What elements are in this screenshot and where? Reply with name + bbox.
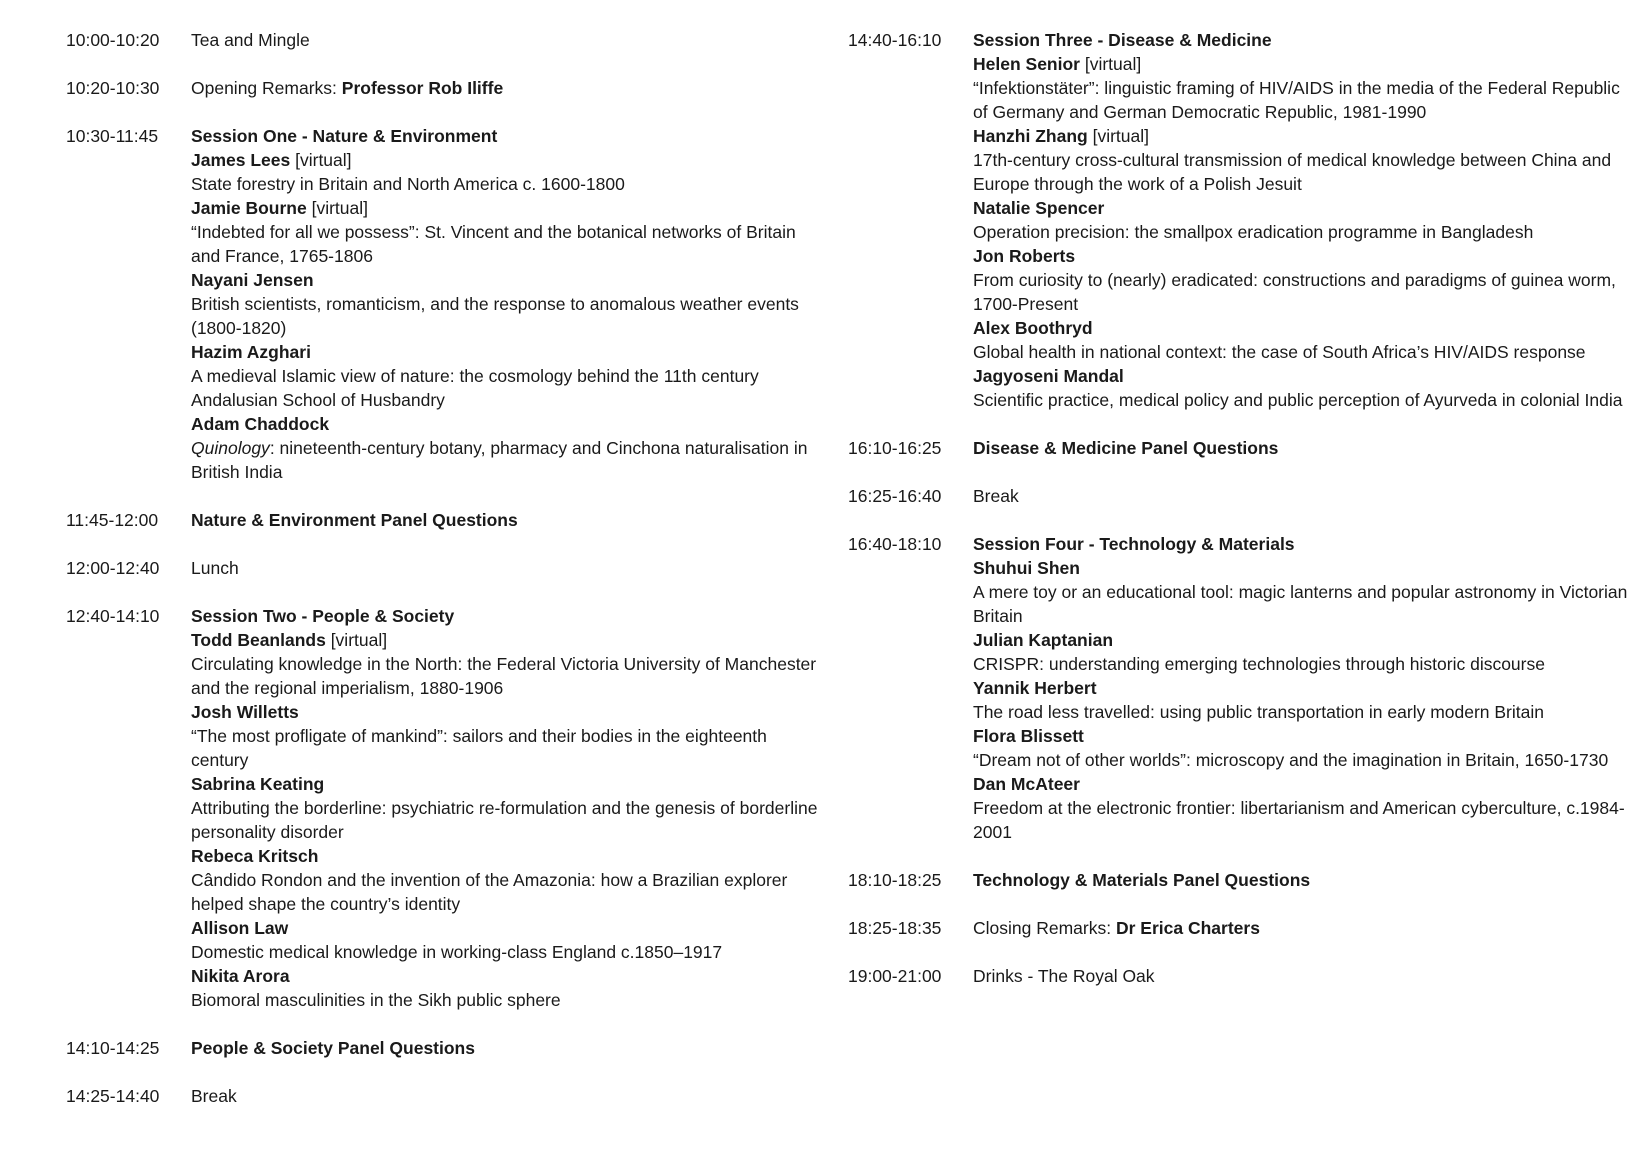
time-slot: 12:00-12:40 [66,558,160,578]
talk-title-text: State forestry in Britain and North America c. 1600-1800 [191,174,625,194]
entry-title [973,868,1638,892]
speaker-name: Flora Blissett [973,726,1084,746]
talk-title-text: Attributing the borderline: psychiatric re-formulation and the genesis of borderline personality disorder [191,798,818,842]
virtual-tag: [virtual] [290,150,352,170]
talk-title-text: From curiosity to (nearly) eradicated: constructions and paradigms of guinea worm, 1700-Present [973,270,1616,314]
speaker-name: Shuhui Shen [973,558,1080,578]
entry-title-text: Opening Remarks: [191,78,342,98]
entry-title-bold: Technology & Materials Panel Questions [973,870,1311,890]
entry-title-bold: Session Four - Technology & Materials [973,534,1295,554]
speaker-line [191,772,826,796]
speaker-line [973,196,1638,220]
entry-title [973,916,1638,940]
talk-title [191,292,826,340]
entry-content [191,28,826,52]
entry-title [191,508,826,532]
entry-content [973,964,1638,988]
talk-title-text: “The most profligate of mankind”: sailors and their bodies in the eighteenth century [191,726,767,770]
speaker-line [973,364,1638,388]
speaker-line [191,628,826,652]
time-slot: 18:25-18:35 [848,918,942,938]
entry-title [973,964,1638,988]
speaker-name: Todd Beanlands [191,630,326,650]
time-slot: 16:25-16:40 [848,486,942,506]
schedule-entry [66,28,826,52]
entry-content [191,76,826,100]
entry-title [973,436,1638,460]
entry-content [191,1036,826,1060]
speaker-name: Nayani Jensen [191,270,314,290]
talk-title-text: “Indebted for all we possess”: St. Vincent and the botanical networks of Britain and France, 1765-1806 [191,222,796,266]
speaker-line [191,340,826,364]
speaker-line [973,724,1638,748]
entry-title [191,124,826,148]
talk-title-text: “Dream not of other worlds”: microscopy and the imagination in Britain, 1650-1730 [973,750,1609,770]
time-slot: 12:40-14:10 [66,606,160,626]
schedule-entry [66,1084,826,1108]
entry-title-bold: Session Three - Disease & Medicine [973,30,1272,50]
talk-title [973,652,1638,676]
time-slot: 10:00-10:20 [66,30,160,50]
talk-title-italic: Quinology [191,438,270,458]
entry-title [191,76,826,100]
schedule-entry [66,1036,826,1060]
schedule-entry [66,604,826,1012]
schedule-column-right [848,28,1638,1012]
talk-title-text: British scientists, romanticism, and the response to anomalous weather events (1800-1820) [191,294,799,338]
entry-content [191,604,826,1012]
speaker-line [191,148,826,172]
speaker-line [191,916,826,940]
entry-content [191,1084,826,1108]
talk-title-text: Circulating knowledge in the North: the Federal Victoria University of Manchester and the regional imperialism, 1880-1906 [191,654,817,698]
entry-title [191,1036,826,1060]
talk-title-text: : nineteenth-century botany, pharmacy and Cinchona naturalisation in British India [191,438,808,482]
talk-title-text: Global health in national context: the case of South Africa’s HIV/AIDS response [973,342,1586,362]
talk-title [191,868,826,916]
entry-title-text: Closing Remarks: [973,918,1116,938]
entry-content [191,508,826,532]
talk-title [191,988,826,1012]
entry-title-bold: Nature & Environment Panel Questions [191,510,518,530]
entry-title-bold: People & Society Panel Questions [191,1038,475,1058]
entry-title-bold: Dr Erica Charters [1115,918,1260,938]
talk-title [973,388,1638,412]
speaker-name: Julian Kaptanian [973,630,1114,650]
entry-title-bold: Professor Rob Iliffe [341,78,504,98]
schedule-entry [66,124,826,484]
schedule-entry [848,436,1638,460]
talk-title-text: The road less travelled: using public transportation in early modern Britain [973,702,1544,722]
schedule-entry [66,508,826,532]
entry-content [973,436,1638,460]
speaker-name: Adam Chaddock [191,414,330,434]
speaker-name: Natalie Spencer [973,198,1105,218]
entry-title-text: Lunch [191,558,239,578]
talk-title-text: CRISPR: understanding emerging technologies through historic discourse [973,654,1545,674]
talk-title [191,220,826,268]
talk-title [973,148,1638,196]
speaker-name: Hazim Azghari [191,342,311,362]
entry-title [191,28,826,52]
talk-title-text: 17th-century cross-cultural transmission of medical knowledge between China and Europe through the work of a Polish Jesuit [973,150,1612,194]
speaker-line [191,412,826,436]
speaker-name: Allison Law [191,918,289,938]
time-slot: 16:40-18:10 [848,534,942,554]
virtual-tag: [virtual] [325,630,388,650]
speaker-line [973,52,1638,76]
talk-title [973,220,1638,244]
talk-title [191,796,826,844]
speaker-line [191,268,826,292]
talk-title [191,724,826,772]
virtual-tag: [virtual] [306,198,369,218]
entry-title [973,484,1638,508]
speaker-line [973,556,1638,580]
speaker-name: James Lees [191,150,291,170]
entry-title-text: Break [973,486,1019,506]
talk-title-text: Operation precision: the smallpox eradication programme in Bangladesh [973,222,1534,242]
talk-title [973,796,1638,844]
talk-title-text: A medieval Islamic view of nature: the cosmology behind the 11th century Andalusian School of Husbandry [191,366,759,410]
speaker-name: Josh Willetts [191,702,299,722]
entry-content [191,124,826,484]
entry-content [973,916,1638,940]
entry-title-bold: Session Two - People & Society [191,606,455,626]
entry-title-bold: Disease & Medicine Panel Questions [973,438,1279,458]
schedule-entry [66,76,826,100]
talk-title-text: A mere toy or an educational tool: magic lanterns and popular astronomy in Victorian Britain [973,582,1628,626]
time-slot: 11:45-12:00 [66,510,159,530]
talk-title-text: Freedom at the electronic frontier: libertarianism and American cyberculture, c.1984-2001 [973,798,1625,842]
speaker-line [973,676,1638,700]
entry-title [191,1084,826,1108]
talk-title [191,364,826,412]
talk-title [191,172,826,196]
speaker-line [191,964,826,988]
speaker-line [191,196,826,220]
talk-title [973,340,1638,364]
entry-title-text: Break [191,1086,237,1106]
entry-title [191,556,826,580]
schedule-entry [848,532,1638,844]
time-slot: 19:00-21:00 [848,966,942,986]
talk-title [973,268,1638,316]
speaker-name: Yannik Herbert [973,678,1097,698]
entry-content [973,868,1638,892]
schedule-entry [848,28,1638,412]
virtual-tag: [virtual] [1079,54,1142,74]
time-slot: 14:25-14:40 [66,1086,160,1106]
entry-title-bold: Session One - Nature & Environment [191,126,498,146]
entry-content [191,556,826,580]
speaker-line [973,124,1638,148]
schedule-entry [848,484,1638,508]
schedule-entry [66,556,826,580]
talk-title [191,940,826,964]
speaker-name: Jon Roberts [973,246,1076,266]
schedule-column-left [66,28,826,1132]
talk-title [973,76,1638,124]
speaker-line [191,844,826,868]
time-slot: 14:40-16:10 [848,30,942,50]
schedule-entry [848,916,1638,940]
speaker-line [973,316,1638,340]
entry-title [973,532,1638,556]
entry-content [973,532,1638,844]
time-slot: 16:10-16:25 [848,438,942,458]
talk-title [973,700,1638,724]
entry-title [191,604,826,628]
schedule-entry [848,868,1638,892]
speaker-name: Dan McAteer [973,774,1080,794]
entry-content [973,28,1638,412]
speaker-line [973,244,1638,268]
talk-title-text: Scientific practice, medical policy and public perception of Ayurveda in colonial India [973,390,1623,410]
talk-title [191,436,826,484]
speaker-line [973,772,1638,796]
speaker-name: Alex Boothryd [973,318,1093,338]
speaker-name: Jamie Bourne [191,198,307,218]
speaker-name: Jagyoseni Mandal [973,366,1124,386]
virtual-tag: [virtual] [1087,126,1149,146]
time-slot: 18:10-18:25 [848,870,942,890]
entry-title-text: Drinks - The Royal Oak [973,966,1155,986]
entry-content [973,484,1638,508]
entry-title-text: Tea and Mingle [191,30,310,50]
speaker-name: Sabrina Keating [191,774,325,794]
talk-title-text: “Infektionstäter”: linguistic framing of HIV/AIDS in the media of the Federal Republic of Germany and German Democratic Republic, 1981-1990 [973,78,1620,122]
speaker-name: Nikita Arora [191,966,290,986]
time-slot: 10:30-11:45 [66,126,159,146]
speaker-line [973,628,1638,652]
speaker-line [191,700,826,724]
time-slot: 14:10-14:25 [66,1038,160,1058]
talk-title-text: Cândido Rondon and the invention of the Amazonia: how a Brazilian explorer helped shape the country’s identity [191,870,788,914]
talk-title-text: Biomoral masculinities in the Sikh public sphere [191,990,561,1010]
talk-title [973,580,1638,628]
talk-title-text: Domestic medical knowledge in working-class England c.1850–1917 [191,942,723,962]
speaker-name: Hanzhi Zhang [973,126,1088,146]
schedule-entry [848,964,1638,988]
entry-title [973,28,1638,52]
talk-title [191,652,826,700]
talk-title [973,748,1638,772]
speaker-name: Rebeca Kritsch [191,846,319,866]
time-slot: 10:20-10:30 [66,78,160,98]
speaker-name: Helen Senior [973,54,1080,74]
